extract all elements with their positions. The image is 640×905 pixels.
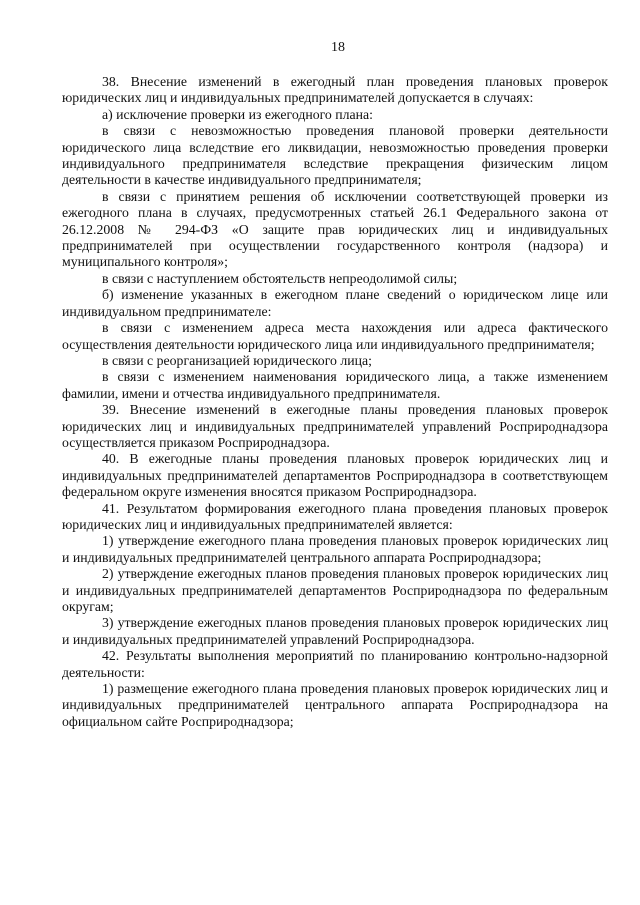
paragraph-38a-force-majeure: в связи с наступлением обстоятельств непреодолимой силы; bbox=[102, 270, 458, 286]
paragraph-41: 41. Результатом формирования ежегодного плана проведения плановых проверок юридических лиц и индивидуальных предпринимателей является: bbox=[62, 500, 608, 532]
document-body bbox=[62, 74, 608, 730]
paragraph-38a: а) исключение проверки из ежегодного плана: bbox=[102, 106, 374, 122]
paragraph-38a-exclusion: в связи с принятием решения об исключении соответствующей проверки из ежегодного плана в случаях, предусмотренных статьей 26.1 Федерального закона от 26.12.2008 № 294-ФЗ «О защите прав юридических лиц и индивидуальных предпринимателей при осуществлении государственного контроля (надзора) и муниципального контроля»; bbox=[62, 188, 608, 270]
paragraph-39: 39. Внесение изменений в ежегодные планы проведения плановых проверок юридических лиц и индивидуальных предпринимателей управлений Росприроднадзора осуществляется приказом Росприроднадзора. bbox=[62, 402, 608, 450]
paragraph-38b-name-change: в связи с изменением наименования юридического лица, а также изменением фамилии, имени и отчества индивидуального предпринимателя. bbox=[62, 369, 608, 401]
paragraph-41-3: 3) утверждение ежегодных планов проведения плановых проверок юридических лиц и индивидуальных предпринимателей управлений Росприроднадзора. bbox=[62, 615, 608, 647]
paragraph-38: 38. Внесение изменений в ежегодный план проведения плановых проверок юридических лиц и индивидуальных предпринимателей допускается в случаях: bbox=[62, 74, 608, 106]
paragraph-42-1: 1) размещение ежегодного плана проведения плановых проверок юридических лиц и индивидуальных предпринимателей центрального аппарата Росприроднадзора на официальном сайте Росприроднадзора; bbox=[62, 681, 608, 729]
page-number: 18 bbox=[331, 40, 345, 55]
paragraph-38b: б) изменение указанных в ежегодном плане сведений о юридическом лице или индивидуальном предпринимателе: bbox=[62, 287, 608, 319]
paragraph-41-1: 1) утверждение ежегодного плана проведения плановых проверок юридических лиц и индивидуальных предпринимателей центрального аппарата Росприроднадзора; bbox=[62, 533, 608, 565]
paragraph-42: 42. Результаты выполнения мероприятий по планированию контрольно-надзорной деятельности: bbox=[62, 648, 608, 680]
paragraph-38b-address: в связи с изменением адреса места нахождения или адреса фактического осуществления деятельности юридического лица или индивидуального предпринимателя; bbox=[62, 320, 608, 352]
paragraph-38b-reorganization: в связи с реорганизацией юридического лица; bbox=[102, 352, 372, 368]
paragraph-41-2: 2) утверждение ежегодных планов проведения плановых проверок юридических лиц и индивидуальных предпринимателей департаментов Росприроднадзора по федеральным округам; bbox=[62, 566, 608, 614]
paragraph-40: 40. В ежегодные планы проведения плановых проверок юридических лиц и индивидуальных предпринимателей департаментов Росприроднадзора в соответствующем федеральном округе изменения вносятся приказом Росприроднадзора. bbox=[62, 451, 608, 500]
paragraph-38a-liquidation: в связи с невозможностью проведения плановой проверки деятельности юридического лица вследствие его ликвидации, невозможностью проведения проверки индивидуального предпринимателя вследствие прекращения физическим лицом деятельности в качестве индивидуального предпринимателя; bbox=[62, 123, 608, 188]
